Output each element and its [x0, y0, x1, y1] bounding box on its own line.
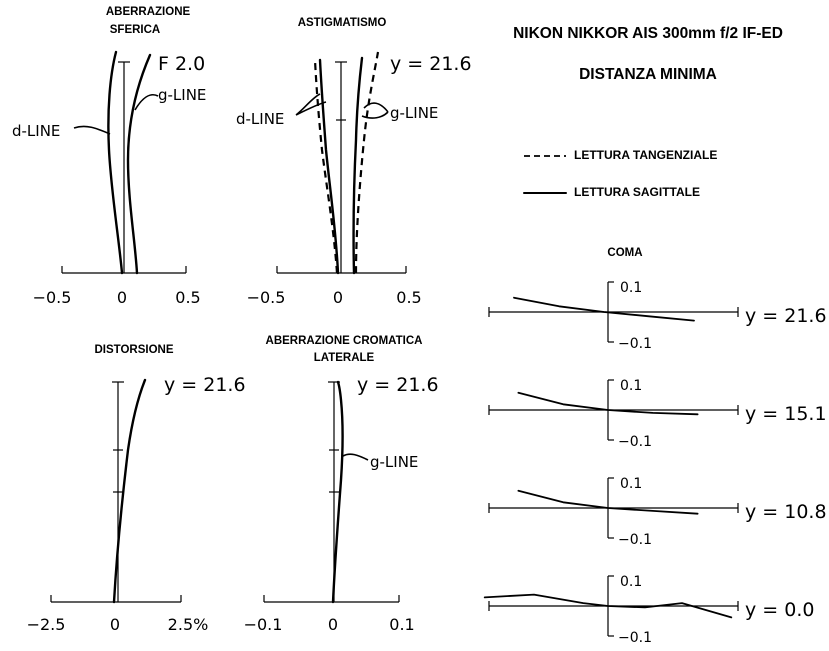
distortion-title: DISTORSIONE: [94, 344, 174, 356]
lateral-g-line-label: g-LINE: [370, 453, 419, 471]
distortion-panel: [27, 344, 246, 634]
coma-row-3-tick-label-bottom: −0.1: [618, 532, 652, 548]
coma-row-3-field-label: y = 10.8: [745, 501, 827, 523]
coma-row-4-tick-label-top: 0.1: [620, 574, 643, 590]
coma-row-1-tick-label-top: 0.1: [620, 280, 643, 296]
spherical-title-line-1: ABERRAZIONE: [105, 6, 191, 18]
coma-row-4-field-label: y = 0.0: [745, 599, 815, 621]
spherical-g-line-label: g-LINE: [158, 86, 207, 104]
distortion-field-label: y = 21.6: [164, 374, 246, 396]
astig-tick-label-right: 0.5: [396, 288, 422, 307]
spherical-aberration-panel: [12, 6, 206, 307]
astig-tick-label-left: −0.5: [246, 288, 286, 307]
lens-title: NIKON NIKKOR AIS 300mm f/2 IF-ED: [513, 25, 783, 42]
coma-row-1-field-label: y = 21.6: [745, 305, 827, 327]
astig-g-line-sagittal: [354, 58, 362, 273]
lateral-g-line-leader: [343, 454, 368, 460]
spherical-tick-label-zero: 0: [116, 288, 128, 307]
lateral-axes: [264, 382, 399, 602]
legend-dashed-label: LETTURA TANGENZIALE: [574, 148, 718, 162]
coma-row-4-tick-label-bottom: −0.1: [618, 630, 652, 646]
coma-row-1-curve: [514, 298, 694, 321]
spherical-aperture-label: F 2.0: [158, 53, 206, 75]
lateral-chromatic-panel: [244, 335, 439, 634]
distortion-tick-label-right: 2.5%: [167, 615, 209, 634]
astigmatism-title: ASTIGMATISMO: [297, 17, 387, 29]
spherical-tick-label-left: −0.5: [32, 288, 72, 307]
distortion-curve: [114, 380, 145, 602]
lateral-field-label: y = 21.6: [357, 374, 439, 396]
coma-row-1-tick-label-bottom: −0.1: [618, 336, 652, 352]
legend-solid-label: LETTURA SAGITTALE: [574, 185, 700, 199]
lateral-tick-label-right: 0.1: [389, 615, 415, 634]
astigmatism-panel: [236, 17, 472, 307]
spherical-tick-label-right: 0.5: [175, 288, 201, 307]
astig-field-label: y = 21.6: [390, 53, 472, 75]
astig-d-line-label: d-LINE: [236, 110, 285, 128]
astigmatism-axes: [277, 62, 406, 273]
spherical-g-line-leader: [135, 95, 158, 110]
coma-row-2-field-label: y = 15.1: [745, 403, 827, 425]
distortion-tick-label-zero: 0: [109, 615, 121, 634]
astig-g-line-label: g-LINE: [390, 104, 439, 122]
astig-d-line-sagittal: [320, 60, 338, 273]
astig-d-line-tangential: [315, 60, 337, 273]
spherical-g-line-curve: [128, 55, 150, 273]
coma-row-2-tick-label-top: 0.1: [620, 378, 643, 394]
spherical-d-line-curve: [108, 52, 122, 273]
lateral-title-line-1: ABERRAZIONE CROMATICA: [265, 335, 423, 347]
spherical-d-line-label: d-LINE: [12, 122, 61, 140]
astig-tick-label-zero: 0: [332, 288, 344, 307]
coma-panel: [485, 247, 827, 646]
spherical-title-line-2: SFERICA: [109, 24, 161, 36]
distortion-tick-label-left: −2.5: [26, 615, 66, 634]
lateral-tick-label-zero: 0: [327, 615, 339, 634]
coma-rows: [485, 280, 827, 646]
coma-title: COMA: [607, 247, 643, 259]
coma-row-3-tick-label-top: 0.1: [620, 476, 643, 492]
lateral-tick-label-left: −0.1: [243, 615, 283, 634]
coma-row-2-tick-label-bottom: −0.1: [618, 434, 652, 450]
legend: [524, 148, 717, 199]
lateral-title-line-2: LATERALE: [313, 352, 375, 364]
lens-subtitle: DISTANZA MINIMA: [579, 66, 717, 83]
spherical-d-line-leader: [74, 126, 110, 134]
